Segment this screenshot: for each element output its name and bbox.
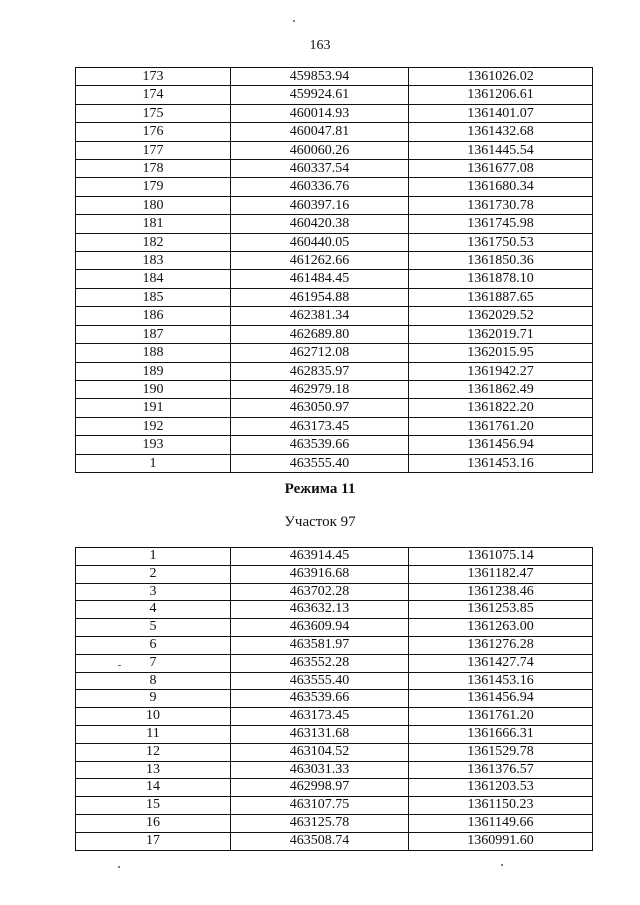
point-number-cell: 192: [76, 417, 231, 435]
point-number-cell: 181: [76, 215, 231, 233]
table-row: [76, 68, 593, 86]
point-number-cell: 187: [76, 325, 231, 343]
point-number-cell: 3: [76, 583, 231, 601]
x-coordinate-cell: 463581.97: [231, 636, 409, 654]
y-coordinate-cell: 1362015.95: [409, 344, 593, 362]
table-row: [76, 233, 593, 251]
table-row: [76, 814, 593, 832]
table-row: [76, 601, 593, 619]
table-row: [76, 636, 593, 654]
table-row: [76, 215, 593, 233]
y-coordinate-cell: 1361203.53: [409, 779, 593, 797]
table-row: [76, 399, 593, 417]
point-number-cell: 174: [76, 86, 231, 104]
point-number-cell: 7: [76, 654, 231, 672]
y-coordinate-cell: 1361427.74: [409, 654, 593, 672]
x-coordinate-cell: 460060.26: [231, 141, 409, 159]
coordinates-table-bottom-body: [76, 548, 593, 851]
point-number-cell: 13: [76, 761, 231, 779]
table-row: [76, 104, 593, 122]
x-coordinate-cell: 460047.81: [231, 123, 409, 141]
point-number-cell: 190: [76, 380, 231, 398]
x-coordinate-cell: 463173.45: [231, 417, 409, 435]
y-coordinate-cell: 1361075.14: [409, 548, 593, 566]
table-row: [76, 325, 593, 343]
x-coordinate-cell: 463031.33: [231, 761, 409, 779]
x-coordinate-cell: 463609.94: [231, 619, 409, 637]
scan-speck: [118, 866, 120, 868]
table-row: [76, 270, 593, 288]
table-row: [76, 725, 593, 743]
x-coordinate-cell: 463914.45: [231, 548, 409, 566]
point-number-cell: 193: [76, 436, 231, 454]
table-row: [76, 761, 593, 779]
point-number-cell: 180: [76, 196, 231, 214]
table-row: [76, 141, 593, 159]
scan-speck: [293, 20, 295, 22]
table-row: [76, 548, 593, 566]
y-coordinate-cell: 1362029.52: [409, 307, 593, 325]
plot-title: Участок 97: [284, 514, 356, 530]
y-coordinate-cell: 1361750.53: [409, 233, 593, 251]
y-coordinate-cell: 1361887.65: [409, 288, 593, 306]
x-coordinate-cell: 462712.08: [231, 344, 409, 362]
y-coordinate-cell: 1361263.00: [409, 619, 593, 637]
point-number-cell: 179: [76, 178, 231, 196]
x-coordinate-cell: 463702.28: [231, 583, 409, 601]
x-coordinate-cell: 463131.68: [231, 725, 409, 743]
point-number-cell: 176: [76, 123, 231, 141]
point-number-cell: 188: [76, 344, 231, 362]
y-coordinate-cell: 1360991.60: [409, 832, 593, 850]
x-coordinate-cell: 460337.54: [231, 160, 409, 178]
point-number-cell: 189: [76, 362, 231, 380]
y-coordinate-cell: 1361761.20: [409, 708, 593, 726]
point-number-cell: 185: [76, 288, 231, 306]
table-row: [76, 362, 593, 380]
table-row: [76, 690, 593, 708]
x-coordinate-cell: 461262.66: [231, 252, 409, 270]
point-number-cell: 14: [76, 779, 231, 797]
y-coordinate-cell: 1361276.28: [409, 636, 593, 654]
page-number: 163: [309, 38, 331, 53]
y-coordinate-cell: 1361680.34: [409, 178, 593, 196]
point-number-cell: 8: [76, 672, 231, 690]
x-coordinate-cell: 460397.16: [231, 196, 409, 214]
y-coordinate-cell: 1361850.36: [409, 252, 593, 270]
table-row: [76, 672, 593, 690]
point-number-cell: 186: [76, 307, 231, 325]
x-coordinate-cell: 463555.40: [231, 672, 409, 690]
y-coordinate-cell: 1361149.66: [409, 814, 593, 832]
y-coordinate-cell: 1361529.78: [409, 743, 593, 761]
point-number-cell: 4: [76, 601, 231, 619]
scan-speck: [501, 864, 503, 866]
table-row: [76, 123, 593, 141]
y-coordinate-cell: 1361401.07: [409, 104, 593, 122]
table-row: [76, 832, 593, 850]
y-coordinate-cell: 1362019.71: [409, 325, 593, 343]
regime-title: Режима 11: [284, 481, 356, 497]
y-coordinate-cell: 1361026.02: [409, 68, 593, 86]
point-number-cell: 9: [76, 690, 231, 708]
y-coordinate-cell: 1361206.61: [409, 86, 593, 104]
x-coordinate-cell: 463539.66: [231, 436, 409, 454]
x-coordinate-cell: 462998.97: [231, 779, 409, 797]
table-row: [76, 86, 593, 104]
point-number-cell: 15: [76, 797, 231, 815]
x-coordinate-cell: 463104.52: [231, 743, 409, 761]
x-coordinate-cell: 460420.38: [231, 215, 409, 233]
x-coordinate-cell: 463539.66: [231, 690, 409, 708]
table-row: [76, 797, 593, 815]
x-coordinate-cell: 463125.78: [231, 814, 409, 832]
table-row: [76, 196, 593, 214]
point-number-cell: 6: [76, 636, 231, 654]
y-coordinate-cell: 1361456.94: [409, 436, 593, 454]
x-coordinate-cell: 461484.45: [231, 270, 409, 288]
point-number-cell: 177: [76, 141, 231, 159]
x-coordinate-cell: 459924.61: [231, 86, 409, 104]
x-coordinate-cell: 463552.28: [231, 654, 409, 672]
coordinates-table-bottom: [75, 547, 593, 851]
table-row: [76, 307, 593, 325]
y-coordinate-cell: 1361432.68: [409, 123, 593, 141]
table-row: [76, 344, 593, 362]
table-row: [76, 654, 593, 672]
x-coordinate-cell: 463050.97: [231, 399, 409, 417]
table-row: [76, 380, 593, 398]
point-number-cell: 12: [76, 743, 231, 761]
coordinates-table-top: [75, 67, 593, 473]
point-number-cell: 11: [76, 725, 231, 743]
x-coordinate-cell: 460014.93: [231, 104, 409, 122]
coordinates-table-top-body: [76, 68, 593, 473]
x-coordinate-cell: 463916.68: [231, 565, 409, 583]
y-coordinate-cell: 1361182.47: [409, 565, 593, 583]
table-row: [76, 583, 593, 601]
y-coordinate-cell: 1361238.46: [409, 583, 593, 601]
x-coordinate-cell: 463107.75: [231, 797, 409, 815]
x-coordinate-cell: 463508.74: [231, 832, 409, 850]
table-row: [76, 436, 593, 454]
table-row: [76, 565, 593, 583]
y-coordinate-cell: 1361878.10: [409, 270, 593, 288]
table-row: [76, 288, 593, 306]
y-coordinate-cell: 1361445.54: [409, 141, 593, 159]
x-coordinate-cell: 460440.05: [231, 233, 409, 251]
x-coordinate-cell: 459853.94: [231, 68, 409, 86]
point-number-cell: 10: [76, 708, 231, 726]
y-coordinate-cell: 1361761.20: [409, 417, 593, 435]
y-coordinate-cell: 1361150.23: [409, 797, 593, 815]
point-number-cell: 182: [76, 233, 231, 251]
table-row: [76, 708, 593, 726]
table-row: [76, 252, 593, 270]
y-coordinate-cell: 1361456.94: [409, 690, 593, 708]
y-coordinate-cell: 1361862.49: [409, 380, 593, 398]
point-number-cell: 1: [76, 454, 231, 472]
point-number-cell: 178: [76, 160, 231, 178]
y-coordinate-cell: 1361745.98: [409, 215, 593, 233]
table-row: [76, 454, 593, 472]
table-row: [76, 160, 593, 178]
scan-speck: [118, 665, 121, 666]
point-number-cell: 191: [76, 399, 231, 417]
y-coordinate-cell: 1361942.27: [409, 362, 593, 380]
table-row: [76, 743, 593, 761]
point-number-cell: 175: [76, 104, 231, 122]
point-number-cell: 5: [76, 619, 231, 637]
y-coordinate-cell: 1361253.85: [409, 601, 593, 619]
y-coordinate-cell: 1361666.31: [409, 725, 593, 743]
x-coordinate-cell: 461954.88: [231, 288, 409, 306]
x-coordinate-cell: 462835.97: [231, 362, 409, 380]
x-coordinate-cell: 463632.13: [231, 601, 409, 619]
point-number-cell: 2: [76, 565, 231, 583]
point-number-cell: 17: [76, 832, 231, 850]
x-coordinate-cell: 460336.76: [231, 178, 409, 196]
point-number-cell: 183: [76, 252, 231, 270]
point-number-cell: 1: [76, 548, 231, 566]
table-row: [76, 417, 593, 435]
y-coordinate-cell: 1361453.16: [409, 672, 593, 690]
y-coordinate-cell: 1361677.08: [409, 160, 593, 178]
y-coordinate-cell: 1361730.78: [409, 196, 593, 214]
point-number-cell: 173: [76, 68, 231, 86]
point-number-cell: 16: [76, 814, 231, 832]
table-row: [76, 779, 593, 797]
x-coordinate-cell: 462381.34: [231, 307, 409, 325]
y-coordinate-cell: 1361822.20: [409, 399, 593, 417]
y-coordinate-cell: 1361376.57: [409, 761, 593, 779]
point-number-cell: 184: [76, 270, 231, 288]
x-coordinate-cell: 463555.40: [231, 454, 409, 472]
table-row: [76, 619, 593, 637]
x-coordinate-cell: 463173.45: [231, 708, 409, 726]
x-coordinate-cell: 462979.18: [231, 380, 409, 398]
y-coordinate-cell: 1361453.16: [409, 454, 593, 472]
table-row: [76, 178, 593, 196]
x-coordinate-cell: 462689.80: [231, 325, 409, 343]
